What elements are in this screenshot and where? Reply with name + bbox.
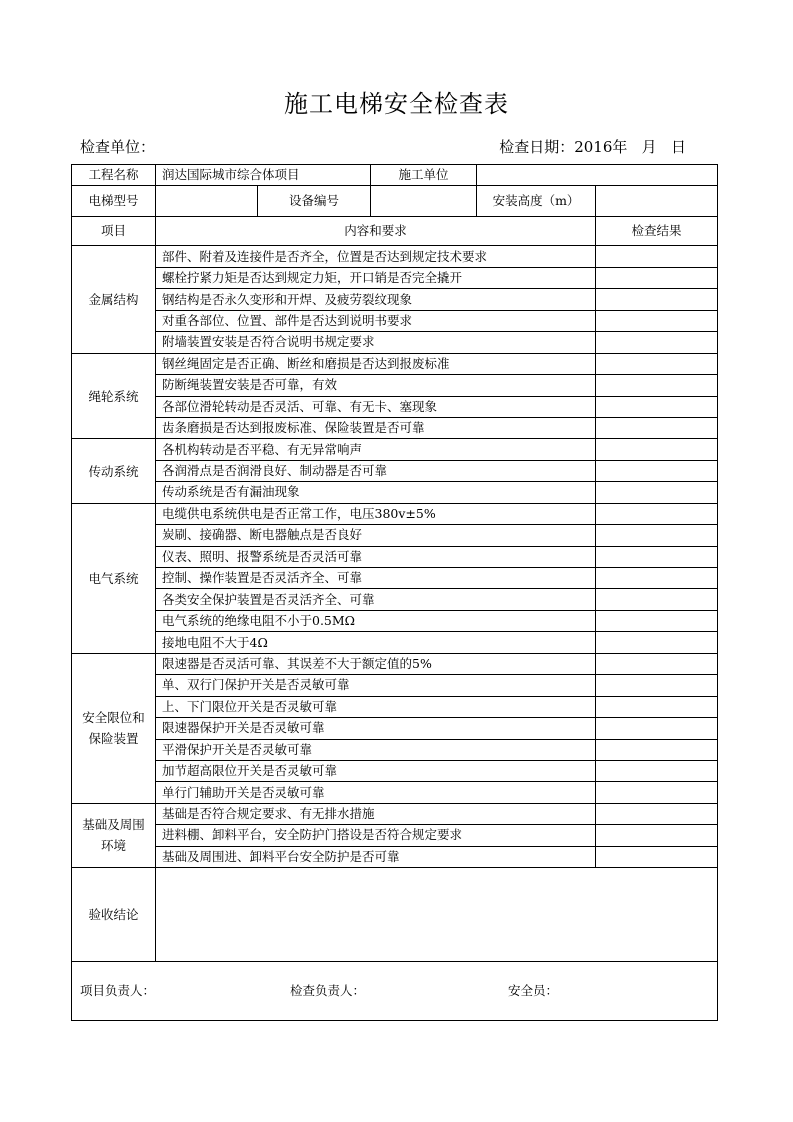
check-row (72, 653, 718, 674)
check-result-field[interactable] (596, 439, 718, 460)
check-result-field[interactable] (596, 610, 718, 631)
check-item: 防断绳装置安装是否可靠，有效 (156, 375, 596, 396)
check-item: 对重各部位、位置、部件是否达到说明书要求 (156, 310, 596, 331)
inspection-table (71, 164, 718, 1021)
page-title: 施工电梯安全检查表 (284, 90, 509, 118)
check-row (72, 568, 718, 589)
header-result: 检查结果 (596, 217, 718, 246)
inspection-unit-label: 检查单位： (80, 138, 156, 156)
check-item: 上、下门限位开关是否灵敏可靠 (156, 696, 596, 717)
check-result-field[interactable] (596, 546, 718, 567)
check-row (72, 289, 718, 310)
check-result-field[interactable] (596, 267, 718, 288)
check-item: 电缆供电系统供电是否正常工作，电压380v±5% (156, 503, 596, 524)
check-row (72, 482, 718, 503)
inspection-date-label: 检查日期：2016年 月 日 (499, 138, 686, 156)
check-row (72, 353, 718, 374)
check-result-field[interactable] (596, 718, 718, 739)
check-item: 齿条磨损是否达到报废标准、保险装置是否可靠 (156, 417, 596, 438)
check-result-field[interactable] (596, 503, 718, 524)
check-row (72, 246, 718, 267)
equipment-no-label: 设备编号 (258, 186, 371, 217)
check-result-field[interactable] (596, 375, 718, 396)
section-name: 绳轮系统 (72, 353, 156, 439)
check-result-field[interactable] (596, 803, 718, 824)
check-item: 平滑保护开关是否灵敏可靠 (156, 739, 596, 760)
check-row (72, 267, 718, 288)
section-name: 电气系统 (72, 503, 156, 653)
check-row (72, 846, 718, 867)
check-item: 部件、附着及连接件是否齐全，位置是否达到规定技术要求 (156, 246, 596, 267)
check-result-field[interactable] (596, 632, 718, 653)
project-name-field[interactable]: 润达国际城市综合体项目 (156, 165, 371, 186)
check-result-field[interactable] (596, 589, 718, 610)
safety-officer-signature[interactable]: 安全员： (508, 983, 559, 999)
check-item: 电气系统的绝缘电阻不小于0.5MΩ (156, 610, 596, 631)
check-item: 加节超高限位开关是否灵敏可靠 (156, 760, 596, 781)
conclusion-field[interactable] (156, 868, 718, 962)
check-result-field[interactable] (596, 696, 718, 717)
check-row (72, 396, 718, 417)
check-item: 钢丝绳固定是否正确、断丝和磨损是否达到报废标准 (156, 353, 596, 374)
check-item: 各润滑点是否润滑良好、制动器是否可靠 (156, 460, 596, 481)
check-item: 单行门辅助开关是否灵敏可靠 (156, 782, 596, 803)
check-item: 各部位滑轮转动是否灵活、可靠、有无卡、塞现象 (156, 396, 596, 417)
check-row (72, 589, 718, 610)
check-item: 控制、操作装置是否灵活齐全、可靠 (156, 568, 596, 589)
check-row (72, 503, 718, 524)
contractor-label: 施工单位 (371, 165, 477, 186)
check-row (72, 632, 718, 653)
check-row (72, 760, 718, 781)
section-name: 金属结构 (72, 246, 156, 353)
check-item: 限速器是否灵活可靠、其误差不大于额定值的5% (156, 653, 596, 674)
inspector-signature[interactable]: 检查负责人： (290, 983, 366, 999)
check-result-field[interactable] (596, 482, 718, 503)
check-row (72, 546, 718, 567)
check-item: 钢结构是否永久变形和开焊、及疲劳裂纹现象 (156, 289, 596, 310)
check-result-field[interactable] (596, 289, 718, 310)
project-name-label: 工程名称 (72, 165, 156, 186)
check-row (72, 803, 718, 824)
check-result-field[interactable] (596, 460, 718, 481)
check-row (72, 610, 718, 631)
check-item: 单、双行门保护开关是否灵敏可靠 (156, 675, 596, 696)
check-item: 基础及周围进、卸料平台安全防护是否可靠 (156, 846, 596, 867)
check-item: 限速器保护开关是否灵敏可靠 (156, 718, 596, 739)
check-result-field[interactable] (596, 653, 718, 674)
check-result-field[interactable] (596, 525, 718, 546)
check-row (72, 310, 718, 331)
check-item: 螺栓拧紧力矩是否达到规定力矩，开口销是否完全撬开 (156, 267, 596, 288)
check-row (72, 782, 718, 803)
check-item: 进料棚、卸料平台，安全防护门搭设是否符合规定要求 (156, 825, 596, 846)
check-result-field[interactable] (596, 332, 718, 353)
height-field[interactable] (596, 186, 718, 217)
check-result-field[interactable] (596, 310, 718, 331)
check-result-field[interactable] (596, 825, 718, 846)
section-name: 基础及周围环境 (72, 803, 156, 867)
check-row (72, 375, 718, 396)
signature-row (72, 962, 718, 1021)
check-item: 接地电阻不大于4Ω (156, 632, 596, 653)
check-row (72, 696, 718, 717)
check-row (72, 718, 718, 739)
check-row (72, 525, 718, 546)
model-label: 电梯型号 (72, 186, 156, 217)
check-item: 基础是否符合规定要求、有无排水措施 (156, 803, 596, 824)
check-row (72, 739, 718, 760)
check-result-field[interactable] (596, 846, 718, 867)
check-result-field[interactable] (596, 246, 718, 267)
equipment-no-field[interactable] (371, 186, 477, 217)
check-result-field[interactable] (596, 396, 718, 417)
check-row (72, 460, 718, 481)
check-row (72, 417, 718, 438)
check-item: 附墙装置安装是否符合说明书规定要求 (156, 332, 596, 353)
check-item: 各机构转动是否平稳、有无异常响声 (156, 439, 596, 460)
check-item: 各类安全保护装置是否灵活齐全、可靠 (156, 589, 596, 610)
section-name: 传动系统 (72, 439, 156, 503)
check-row (72, 825, 718, 846)
check-result-field[interactable] (596, 353, 718, 374)
check-result-field[interactable] (596, 568, 718, 589)
check-row (72, 439, 718, 460)
header-content: 内容和要求 (156, 217, 596, 246)
conclusion-label: 验收结论 (72, 868, 156, 962)
section-name: 安全限位和保险装置 (72, 653, 156, 803)
check-result-field[interactable] (596, 760, 718, 781)
check-result-field[interactable] (596, 675, 718, 696)
check-item: 仪表、照明、报警系统是否灵活可靠 (156, 546, 596, 567)
check-item: 传动系统是否有漏油现象 (156, 482, 596, 503)
check-row (72, 332, 718, 353)
model-field[interactable] (156, 186, 258, 217)
contractor-field[interactable] (477, 165, 718, 186)
check-item: 炭刷、接确器、断电器触点是否良好 (156, 525, 596, 546)
project-lead-signature[interactable]: 项目负责人： (80, 983, 156, 999)
height-label: 安装高度（m） (477, 186, 596, 217)
header-item: 项目 (72, 217, 156, 246)
check-row (72, 675, 718, 696)
check-result-field[interactable] (596, 739, 718, 760)
check-result-field[interactable] (596, 417, 718, 438)
check-result-field[interactable] (596, 782, 718, 803)
